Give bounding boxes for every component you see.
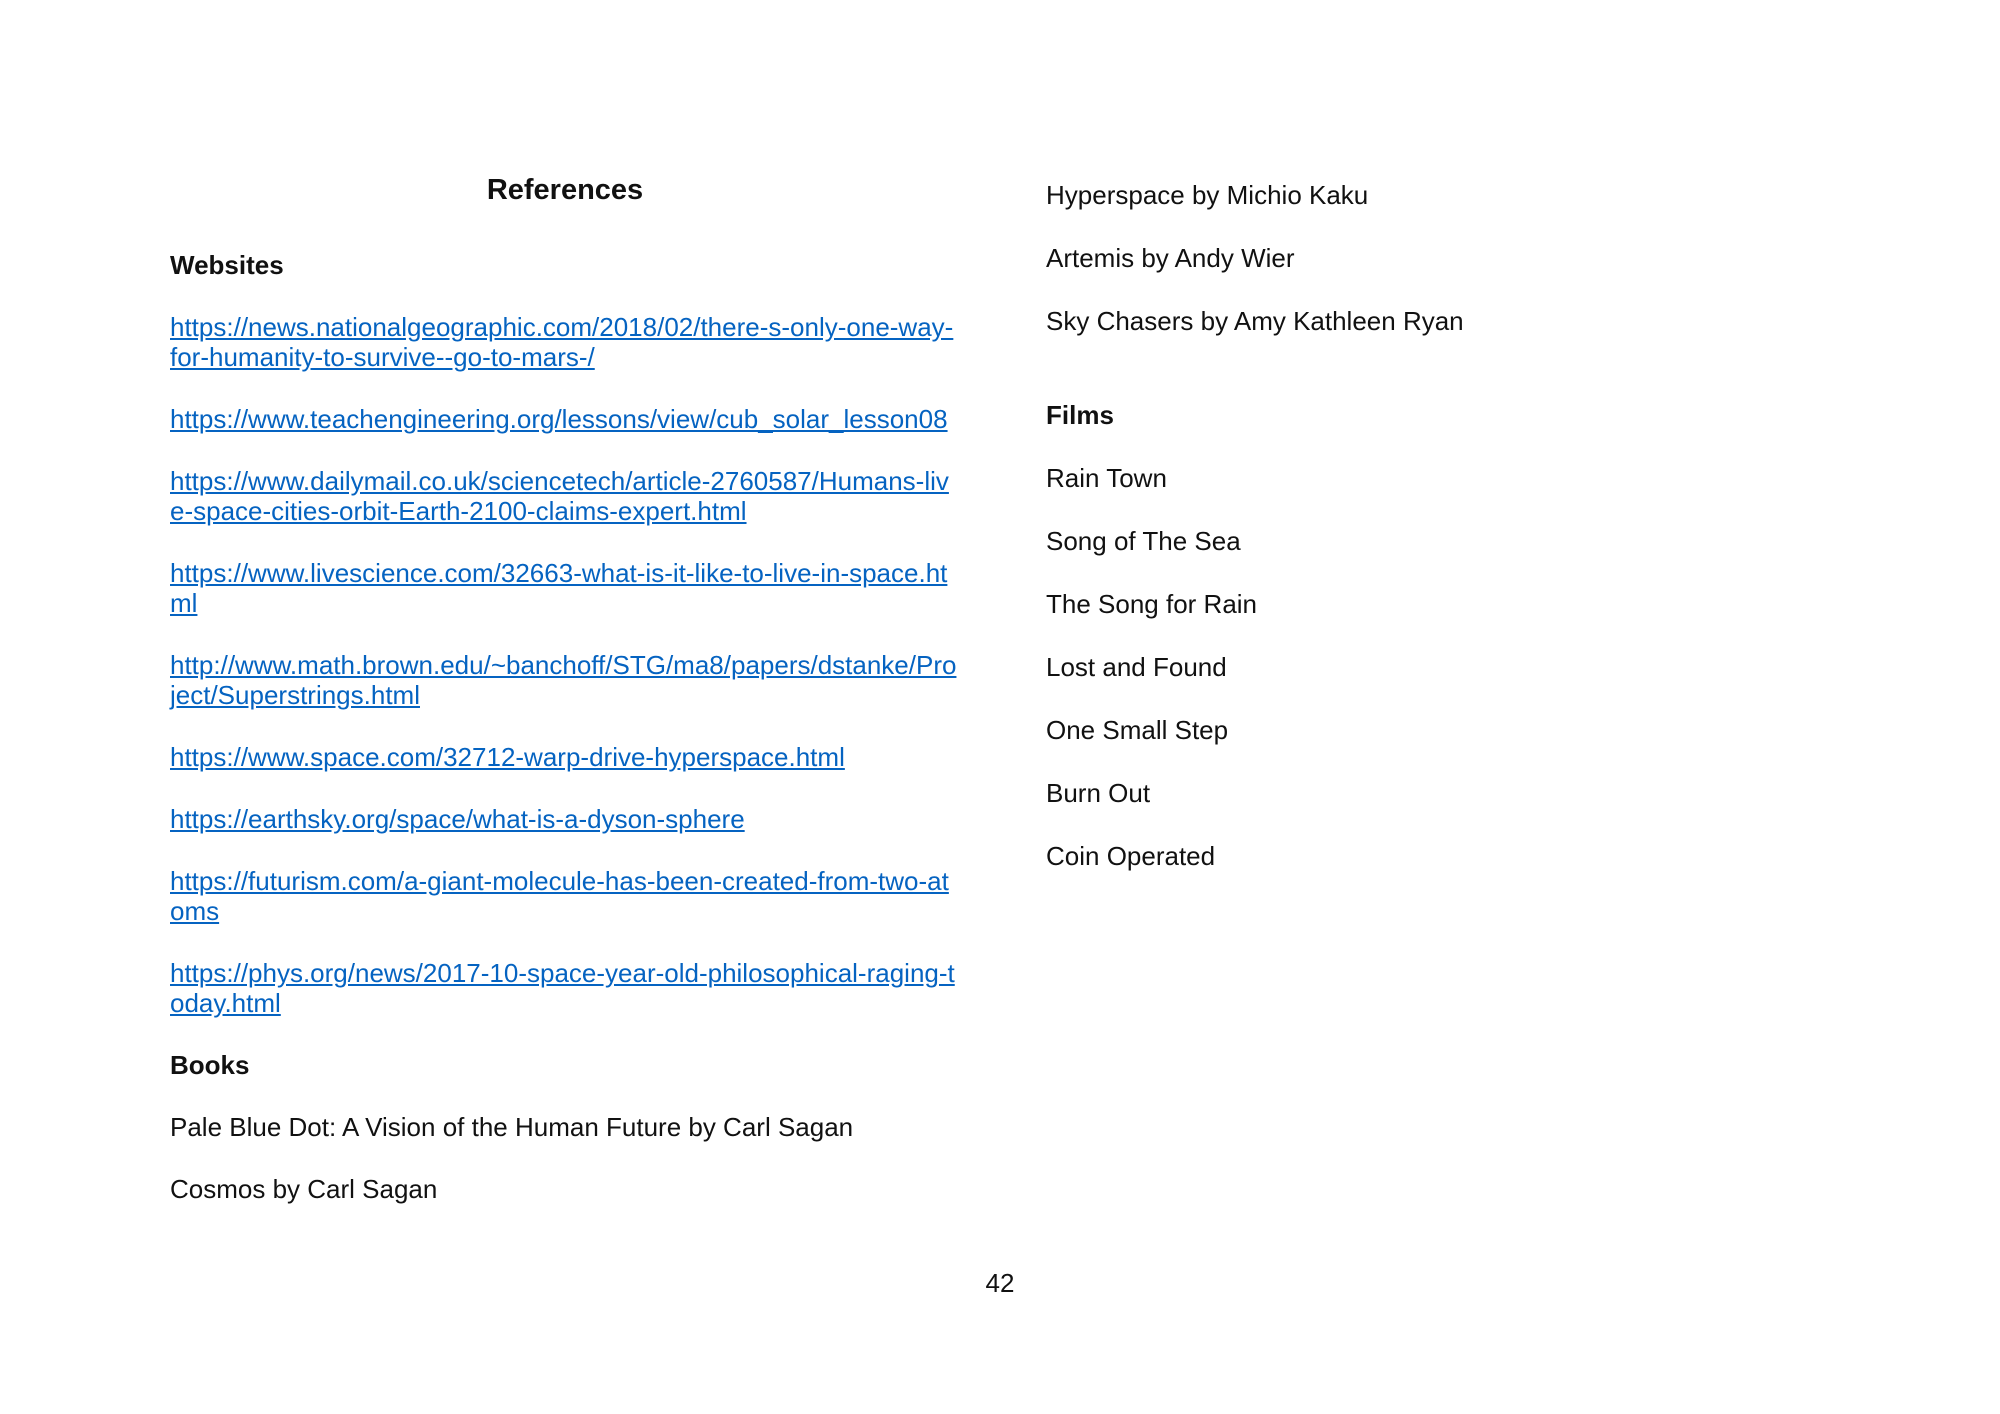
film-item: One Small Step: [1046, 715, 1229, 745]
book-item: Pale Blue Dot: A Vision of the Human Future by Carl Sagan: [170, 1112, 854, 1142]
film-item: The Song for Rain: [1046, 589, 1258, 619]
film-item: Rain Town: [1046, 463, 1167, 493]
reference-link[interactable]: https://www.livescience.com/32663-what-is-it-like-to-live-in-space.html: [170, 558, 948, 618]
reference-link[interactable]: https://news.nationalgeographic.com/2018/02/there-s-only-one-way-for-humanity-to-survive--go-to-mars-/: [170, 312, 954, 372]
reference-link-row: [170, 312, 960, 372]
book-item: Artemis by Andy Wier: [1046, 243, 1295, 273]
films-heading: Films: [1046, 400, 1114, 430]
reference-link-row: [170, 650, 960, 710]
right-column: [1046, 180, 1746, 904]
left-column: [170, 172, 960, 1236]
book-item: Sky Chasers by Amy Kathleen Ryan: [1046, 306, 1464, 336]
reference-link[interactable]: https://phys.org/news/2017-10-space-year-old-philosophical-raging-today.html: [170, 958, 955, 1018]
book-item: Cosmos by Carl Sagan: [170, 1174, 438, 1204]
reference-link[interactable]: https://www.dailymail.co.uk/sciencetech/article-2760587/Humans-live-space-cities-orbit-Earth-2100-claims-expert.html: [170, 466, 949, 526]
reference-link-row: [170, 804, 960, 834]
reference-link[interactable]: http://www.math.brown.edu/~banchoff/STG/ma8/papers/dstanke/Project/Superstrings.html: [170, 650, 957, 710]
film-item: Song of The Sea: [1046, 526, 1241, 556]
reference-link-row: [170, 742, 960, 772]
reference-link[interactable]: https://futurism.com/a-giant-molecule-has-been-created-from-two-atoms: [170, 866, 949, 926]
reference-link[interactable]: https://www.teachengineering.org/lessons/view/cub_solar_lesson08: [170, 404, 948, 434]
reference-link[interactable]: https://earthsky.org/space/what-is-a-dyson-sphere: [170, 804, 745, 834]
page-number: 42: [985, 1268, 1015, 1298]
reference-link[interactable]: https://www.space.com/32712-warp-drive-hyperspace.html: [170, 742, 845, 772]
film-item: Coin Operated: [1046, 841, 1216, 871]
book-item: Hyperspace by Michio Kaku: [1046, 180, 1369, 210]
reference-link-row: [170, 404, 960, 434]
reference-link-row: [170, 958, 960, 1018]
books-heading: Books: [170, 1050, 250, 1080]
reference-link-row: [170, 466, 960, 526]
reference-link-row: [170, 558, 960, 618]
websites-heading: Websites: [170, 250, 284, 280]
film-item: Lost and Found: [1046, 652, 1227, 682]
reference-link-row: [170, 866, 960, 926]
page-title: References: [486, 174, 644, 206]
film-item: Burn Out: [1046, 778, 1151, 808]
